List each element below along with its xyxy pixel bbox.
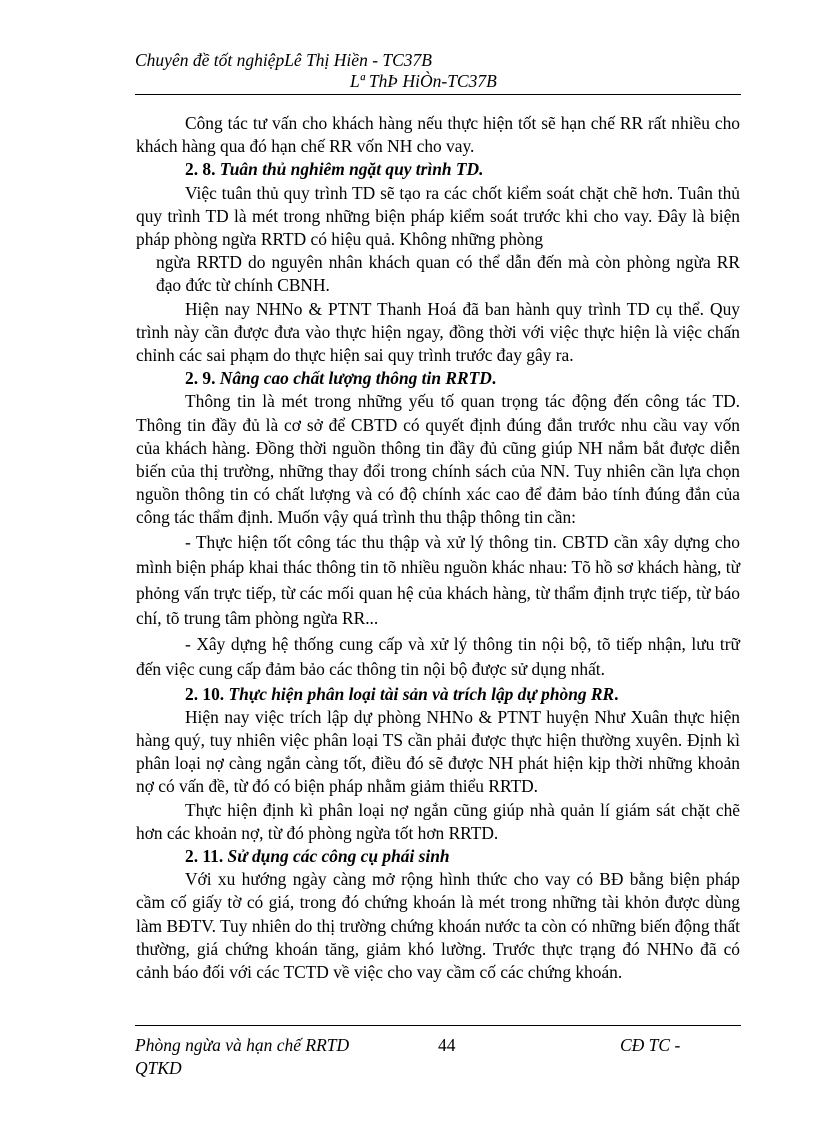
section-number: 2. 11. (185, 846, 228, 867)
page-number: 44 (438, 1035, 456, 1055)
section-title: Sử dụng các công cụ phái sinh (227, 846, 450, 867)
paragraph: Công tác tư vấn cho khách hàng nếu thực hiện tốt sẽ hạn chế RR rất nhiều cho khách hàng qua đó hạn chế RR vốn NH cho vay. (136, 113, 740, 157)
header-divider (135, 94, 741, 95)
paragraph: Thông tin là mét trong những yếu tố quan trọng tác động đến công tác TD. Thông tin đầy đủ là cơ sở để CBTD có quyết định đúng đắn trước nhu cầu vay vốn của khách hàng. Đồng thời nguồn thông tin đầy đủ cũng giúp NH nắm bắt được diễn biến của thị trường, những thay đổi trong chính sách của NN. Tuy nhiên cần lựa chọn nguồn thông tin có chất lượng và có độ chính xác cao để đảm bảo tính đúng đắn của công tác thẩm định. Muốn vậy quá trình thu thập thông tin cần: (136, 391, 740, 528)
header-author: Lª ThÞ HiÒn-TC37B (350, 71, 497, 91)
paragraph: Hiện nay việc trích lập dự phòng NHNo & PTNT huyện Như Xuân thực hiện hàng quý, tuy nhiên việc phân loại TS cần phải được thực hiện thường xuyên. Định kì phân loại nợ càng ngắn càng tốt, điều đó sẽ được NH phát hiện kịp thời những khoản nợ có vấn đề, từ đó có biện pháp nhằm giảm thiểu RRTD. (136, 706, 740, 797)
section-heading (136, 683, 740, 706)
section-heading (136, 845, 740, 868)
page-footer (135, 1025, 741, 1079)
section-title: Thực hiện phân loại tài sản và trích lập dự phòng RR (228, 683, 615, 704)
section-suffix: . (491, 368, 497, 389)
footer-course-continued: QTKD (135, 1058, 182, 1078)
section-heading (136, 158, 740, 181)
section-number: 2. 10. (185, 683, 229, 704)
footer-course: CĐ TC - (620, 1035, 681, 1055)
paragraph: - Thực hiện tốt công tác thu thập và xử lý thông tin. CBTD cần xây dựng cho mình biện pháp khai thác thông tin tõ nhiều nguồn khác nhau: Tõ hồ sơ khách hàng, từ phỏng vấn trực tiếp, từ các mối quan hệ của khách hàng, từ thẩm định trực tiếp, từ báo chí, tõ trung tâm phòng ngừa RR... (136, 531, 740, 629)
footer-title: Phòng ngừa và hạn chế RRTD (135, 1035, 350, 1055)
paragraph: ngừa RRTD do nguyên nhân khách quan có thể dẫn đến mà còn phòng ngừa RR đạo đức từ chính CBNH. (156, 252, 740, 296)
paragraph: Hiện nay NHNo & PTNT Thanh Hoá đã ban hành quy trình TD cụ thể. Quy trình này cần được đưa vào thực hiện ngay, đồng thời với việc thực hiện là việc chấn chỉnh các sai phạm do thực hiện sai quy trình trước đay gây ra. (136, 298, 740, 366)
section-title: Tuân thủ nghiêm ngặt quy trình TD. (219, 159, 484, 180)
paragraph: Việc tuân thủ quy trình TD sẽ tạo ra các chốt kiểm soát chặt chẽ hơn. Tuân thủ quy trình TD là mét trong những biện pháp kiểm soát trước khi cho vay. Đây là biện pháp phòng ngừa RRTD có hiệu quả. Không những phòng (136, 182, 740, 250)
header-title: Chuyên đề tốt nghiệpLê Thị Hiền - TC37B (135, 50, 432, 70)
section-number: 2. 8. (185, 159, 220, 180)
section-heading (136, 367, 740, 390)
paragraph: - Xây dựng hệ thống cung cấp và xử lý thông tin nội bộ, tõ tiếp nhận, lưu trữ đến việc cung cấp đảm bảo các thông tin nội bộ được sử dụng nhất. (136, 633, 740, 680)
page-header (135, 50, 741, 95)
footer-divider (135, 1025, 741, 1026)
section-suffix: . (614, 683, 619, 704)
document-body (136, 112, 740, 984)
section-title: Nâng cao chất lượng thông tin RRTD (219, 368, 492, 389)
paragraph: Thực hiện định kì phân loại nợ ngắn cũng giúp nhà quản lí giám sát chặt chẽ hơn các khoản nợ, từ đó phòng ngừa tốt hơn RRTD. (136, 799, 740, 843)
section-number: 2. 9. (185, 368, 220, 389)
paragraph: Với xu hướng ngày càng mở rộng hình thức cho vay có BĐ bằng biện pháp cầm cố giấy tờ có giá, trong đó chứng khoán là mét trong những tài khỏn được dùng làm BĐTV. Tuy nhiên do thị trường chứng khoán nước ta còn có những biến động thất thường, giá chứng khoán tăng, giảm khó lường. Trước thực trạng đó NHNo đã có cảnh báo đối với các TCTD về việc cho vay cầm cố các chứng khoán. (136, 869, 740, 983)
